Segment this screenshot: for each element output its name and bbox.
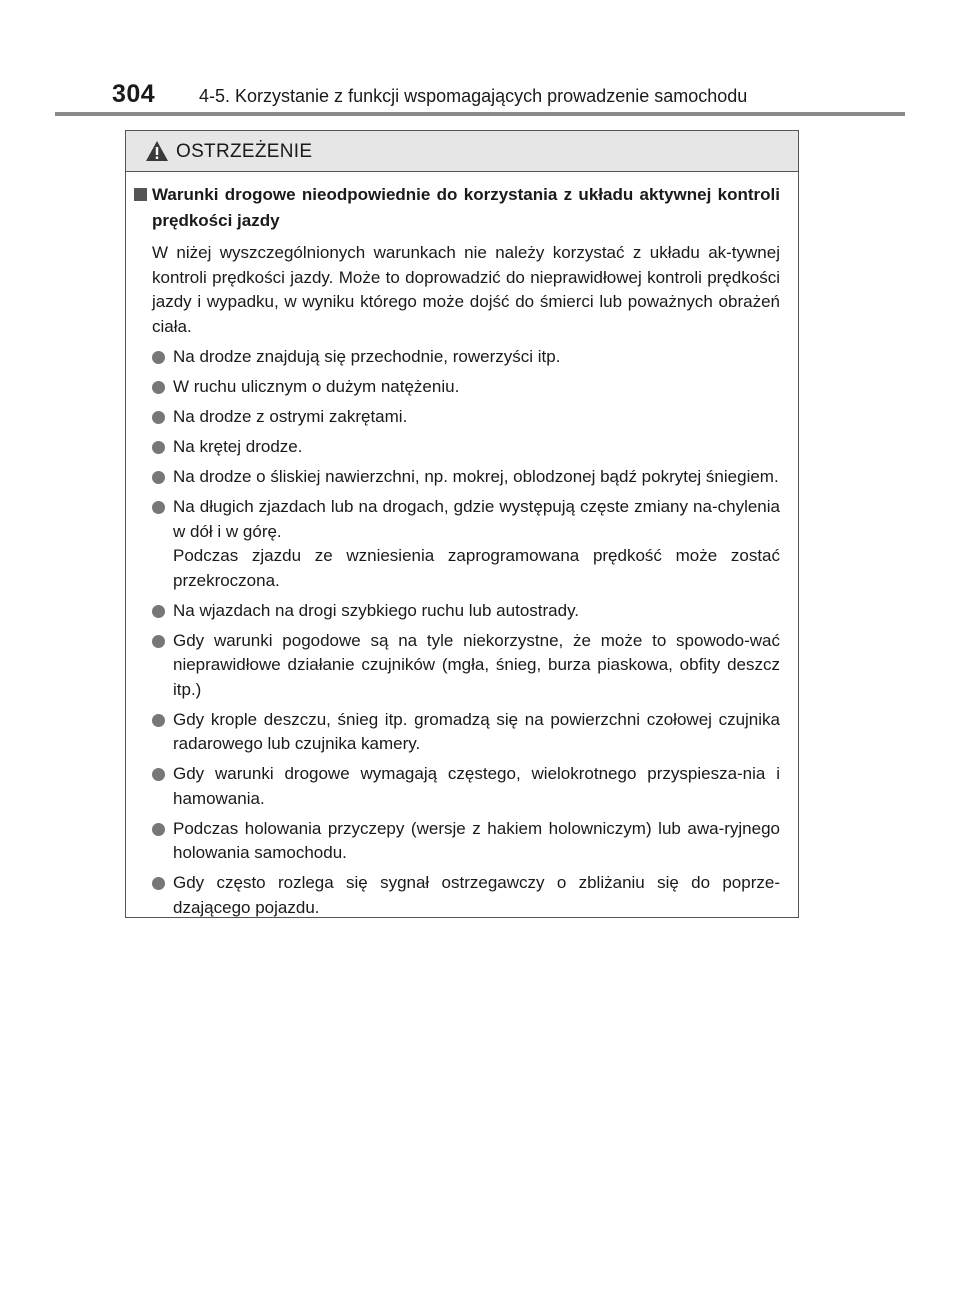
list-item (152, 629, 780, 703)
list-item-text: Gdy warunki pogodowe są na tyle niekorzystne, że może to spowodo-wać nieprawidłowe działanie czujników (mgła, śnieg, burza piaskowa, obfity deszcz itp.) (173, 630, 780, 699)
bullet-icon (152, 411, 165, 424)
square-bullet-icon (134, 188, 147, 201)
list-item-text: Na drodze znajdują się przechodnie, rowerzyści itp. (173, 347, 561, 366)
warning-box (125, 130, 799, 918)
warning-heading-text: Warunki drogowe nieodpowiednie do korzystania z układu aktywnej kontroli prędkości jazdy (152, 185, 780, 230)
bullet-icon (152, 635, 165, 648)
list-item (152, 708, 780, 757)
bullet-icon (152, 381, 165, 394)
bullet-icon (152, 823, 165, 836)
bullet-icon (152, 351, 165, 364)
header-divider (55, 112, 905, 116)
list-item (152, 465, 780, 490)
page-header (0, 0, 960, 115)
bullet-icon (152, 605, 165, 618)
bullet-icon (152, 768, 165, 781)
list-item (152, 345, 780, 370)
warning-triangle-icon (145, 140, 169, 162)
bullet-icon (152, 714, 165, 727)
list-item-text: Gdy warunki drogowe wymagają częstego, wielokrotnego przyspiesza-nia i hamowania. (173, 764, 780, 808)
list-item (152, 495, 780, 593)
warning-body (126, 182, 798, 920)
bullet-icon (152, 471, 165, 484)
section-title: 4-5. Korzystanie z funkcji wspomagających prowadzenie samochodu (199, 86, 748, 106)
list-item (152, 405, 780, 430)
list-item-text: Na drodze o śliskiej nawierzchni, np. mokrej, oblodzonej bądź pokrytej śniegiem. (173, 467, 779, 486)
list-item-text: Gdy często rozlega się sygnał ostrzegawczy o zbliżaniu się do poprze-dzającego pojazdu. (173, 873, 780, 917)
list-item (152, 762, 780, 811)
list-item-text: Na krętej drodze. (173, 437, 303, 456)
list-item-note: Podczas zjazdu ze wzniesienia zaprogramowana prędkość może zostać przekroczona. (173, 546, 780, 590)
list-item-text: Na długich zjazdach lub na drogach, gdzie występują częste zmiany na-chylenia w dół i w górę. (173, 497, 780, 541)
list-item (152, 375, 780, 400)
list-item (152, 599, 780, 624)
condition-list (126, 345, 798, 920)
bullet-icon (152, 501, 165, 514)
list-item-text: Podczas holowania przyczepy (wersje z hakiem holowniczym) lub awa-ryjnego holowania samochodu. (173, 818, 780, 862)
list-item-text: Gdy krople deszczu, śnieg itp. gromadzą się na powierzchni czołowej czujnika radarowego lub czujnika kamery. (173, 709, 780, 753)
page-number: 304 (112, 80, 156, 108)
list-item (152, 817, 780, 866)
warning-section-heading (132, 182, 780, 234)
warning-intro: W niżej wyszczególnionych warunkach nie należy korzystać z układu ak-tywnej kontroli prędkości jazdy. Może to doprowadzić do nieprawidłowej kontroli prędkości jazdy i wypadku, w wyniku którego może dojść do śmierci lub poważnych obrażeń ciała. (152, 243, 780, 336)
bullet-icon (152, 441, 165, 454)
list-item-text: W ruchu ulicznym o dużym natężeniu. (173, 377, 460, 396)
warning-header (126, 131, 798, 172)
list-item-text: Na drodze z ostrymi zakrętami. (173, 407, 408, 426)
list-item (152, 871, 780, 920)
list-item-text: Na wjazdach na drogi szybkiego ruchu lub autostrady. (173, 600, 580, 620)
list-item (152, 435, 780, 460)
warning-title: OSTRZEŻENIE (176, 141, 313, 162)
bullet-icon (152, 877, 165, 890)
